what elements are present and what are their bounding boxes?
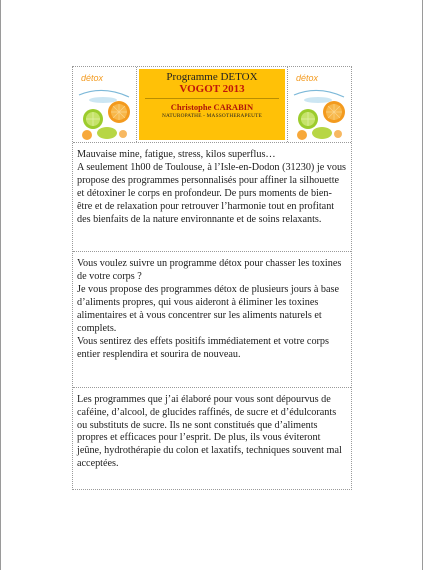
spacer	[77, 362, 347, 375]
detox-fruit-image	[73, 67, 137, 142]
section-ingredients	[73, 388, 351, 489]
paragraph: Mauvaise mine, fatigue, stress, kilos superflus…	[77, 149, 276, 160]
author-profession: NATUROPATHE - MASSOTHERAPEUTE	[161, 113, 263, 119]
paragraph: Vous sentirez des effets positifs immédiatement et votre corps entier resplendira et sourira de nouveau.	[77, 335, 329, 360]
author-name: Christophe CARABIN	[170, 102, 254, 112]
document-table	[72, 66, 352, 490]
paragraph: Vous voulez suivre un programme détox pour chasser les toxines de votre corps ?	[77, 258, 342, 283]
header-row	[73, 67, 351, 143]
title-box	[139, 69, 285, 140]
section-programs	[73, 252, 351, 387]
program-title: Programme DETOX	[166, 71, 258, 83]
logo-text: détox	[81, 73, 104, 83]
detox-logo-left	[73, 67, 137, 142]
title-separator	[145, 98, 279, 99]
paragraph: Je vous propose des programmes détox de plusieurs jours à base d’aliments propres, qui vous aideront à éliminer les toxines alimentaires et à vous concentrer sur les aliments naturels et complets.	[77, 284, 339, 334]
detox-fruit-image	[288, 67, 351, 142]
logo-text: détox	[296, 73, 319, 83]
detox-logo-right	[287, 67, 351, 142]
program-subtitle: VOGOT 2013	[179, 83, 245, 95]
paragraph: A seulement 1h00 de Toulouse, à l’Isle-en-Dodon (31230) je vous propose des programmes personnalisés pour affiner la silhouette et détoxiner le corps en profondeur. De purs moments de bien-être et de relaxation pour retrouver l’harmonie tout en profitant des bienfaits de la nature environnante et de soins relaxants.	[77, 161, 347, 225]
title-cell	[137, 67, 287, 142]
spacer	[77, 226, 347, 239]
section-intro	[73, 143, 351, 252]
paragraph: Les programmes que j’ai élaboré pour vous sont dépourvus de caféine, d’alcool, de glucides raffinés, de sucre et d’édulcorants ou substituts de sucre. Ils ne sont constitués que d’aliments propres et efficaces pour l’esprit. De plus, ils vous éviteront jeûne, hydrothérapie du colon et laxatifs, techniques souvent mal acceptées.	[77, 393, 342, 470]
